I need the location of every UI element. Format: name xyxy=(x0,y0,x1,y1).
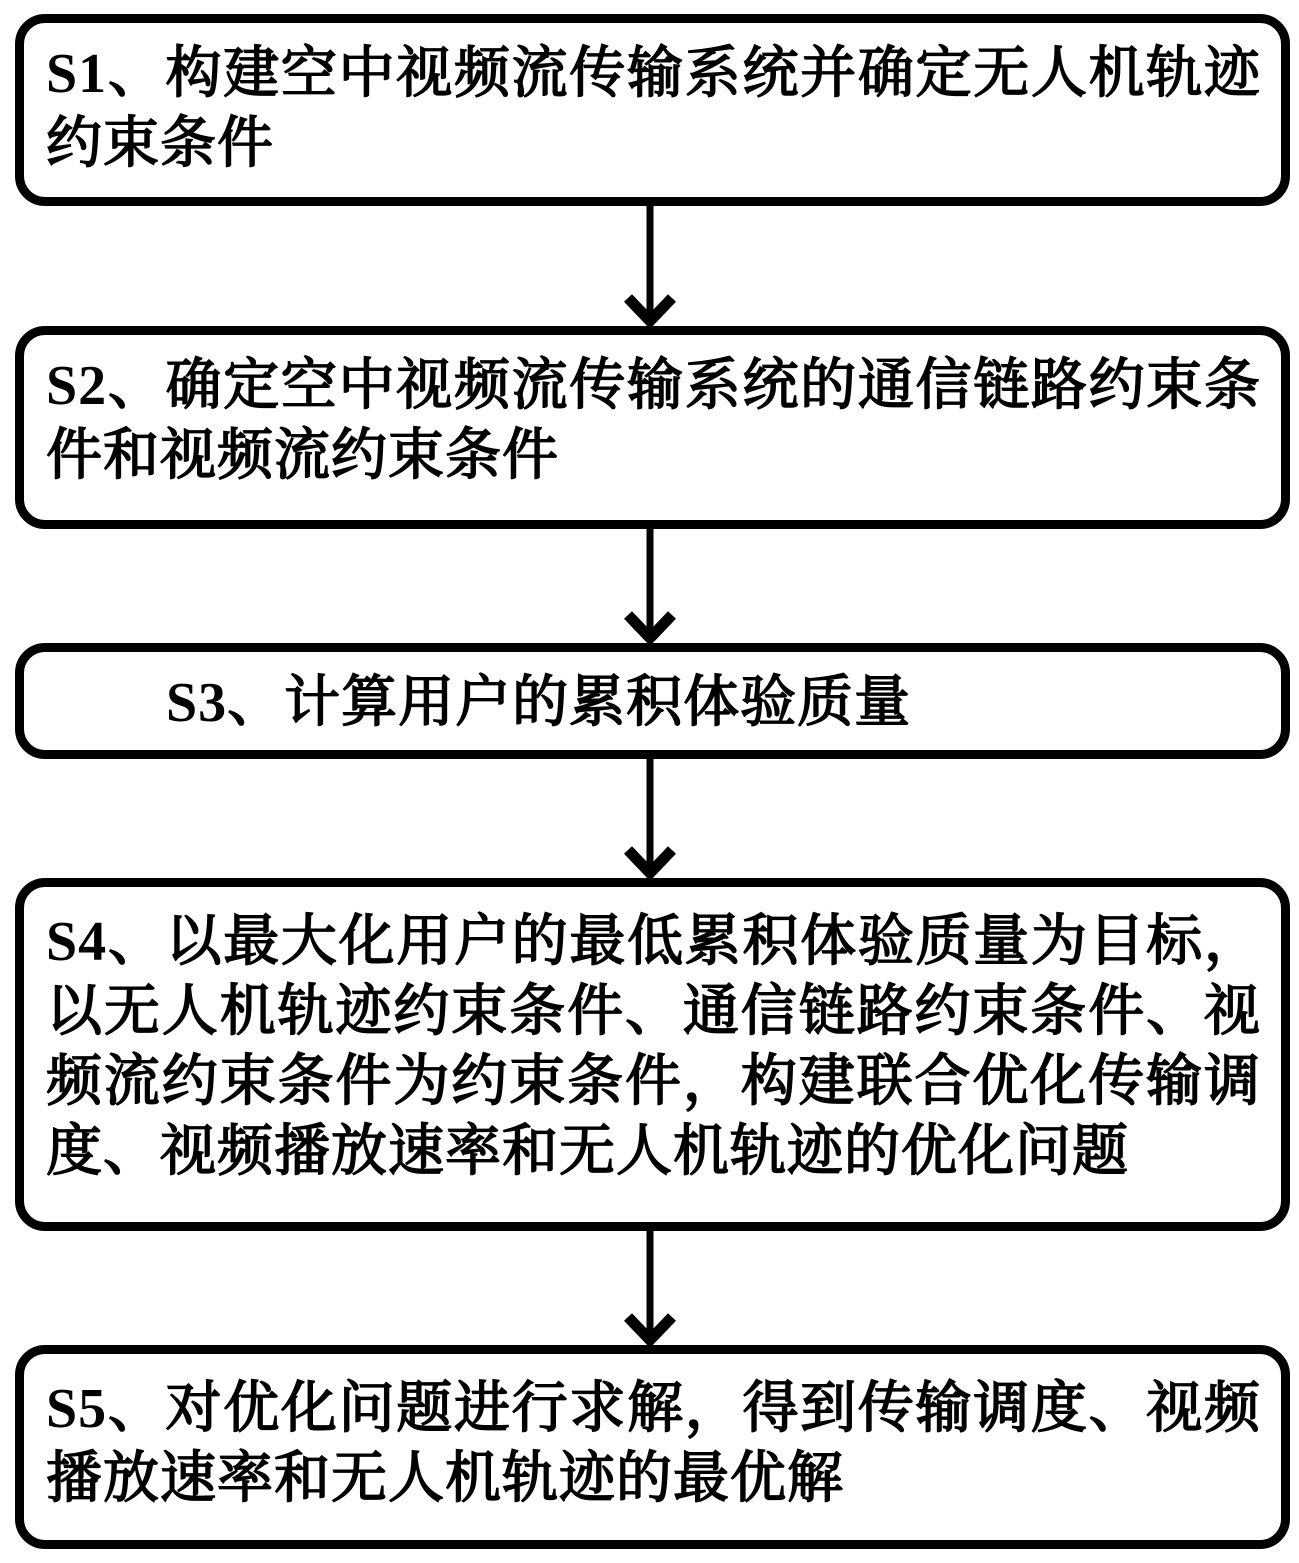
flow-arrow-s1-s2 xyxy=(605,206,695,326)
step-box-s4 xyxy=(15,878,1290,1231)
step-box-s1 xyxy=(15,14,1290,206)
step-s4-text: S4、以最大化用户的最低累积体验质量为目标，以无人机轨迹约束条件、通信链路约束条件、视频流约束条件为约束条件，构建联合优化传输调度、视频播放速率和无人机轨迹的优化问题 xyxy=(46,911,1261,1183)
flow-arrow-s4-s5 xyxy=(605,1231,695,1345)
step-box-s3 xyxy=(15,643,1290,759)
step-box-s2 xyxy=(15,326,1290,529)
step-s5-text: S5、对优化问题进行求解，得到传输调度、视频播放速率和无人机轨迹的最优解 xyxy=(46,1378,1261,1510)
step-box-s5 xyxy=(15,1345,1290,1549)
step-s1-text: S1、构建空中视频流传输系统并确定无人机轨迹约束条件 xyxy=(46,43,1261,175)
flow-arrow-s2-s3 xyxy=(605,529,695,643)
step-s2-text: S2、确定空中视频流传输系统的通信链路约束条件和视频流约束条件 xyxy=(46,355,1261,487)
step-s3-text: S3、计算用户的累积体验质量 xyxy=(166,672,912,734)
flow-arrow-s3-s4 xyxy=(605,759,695,878)
